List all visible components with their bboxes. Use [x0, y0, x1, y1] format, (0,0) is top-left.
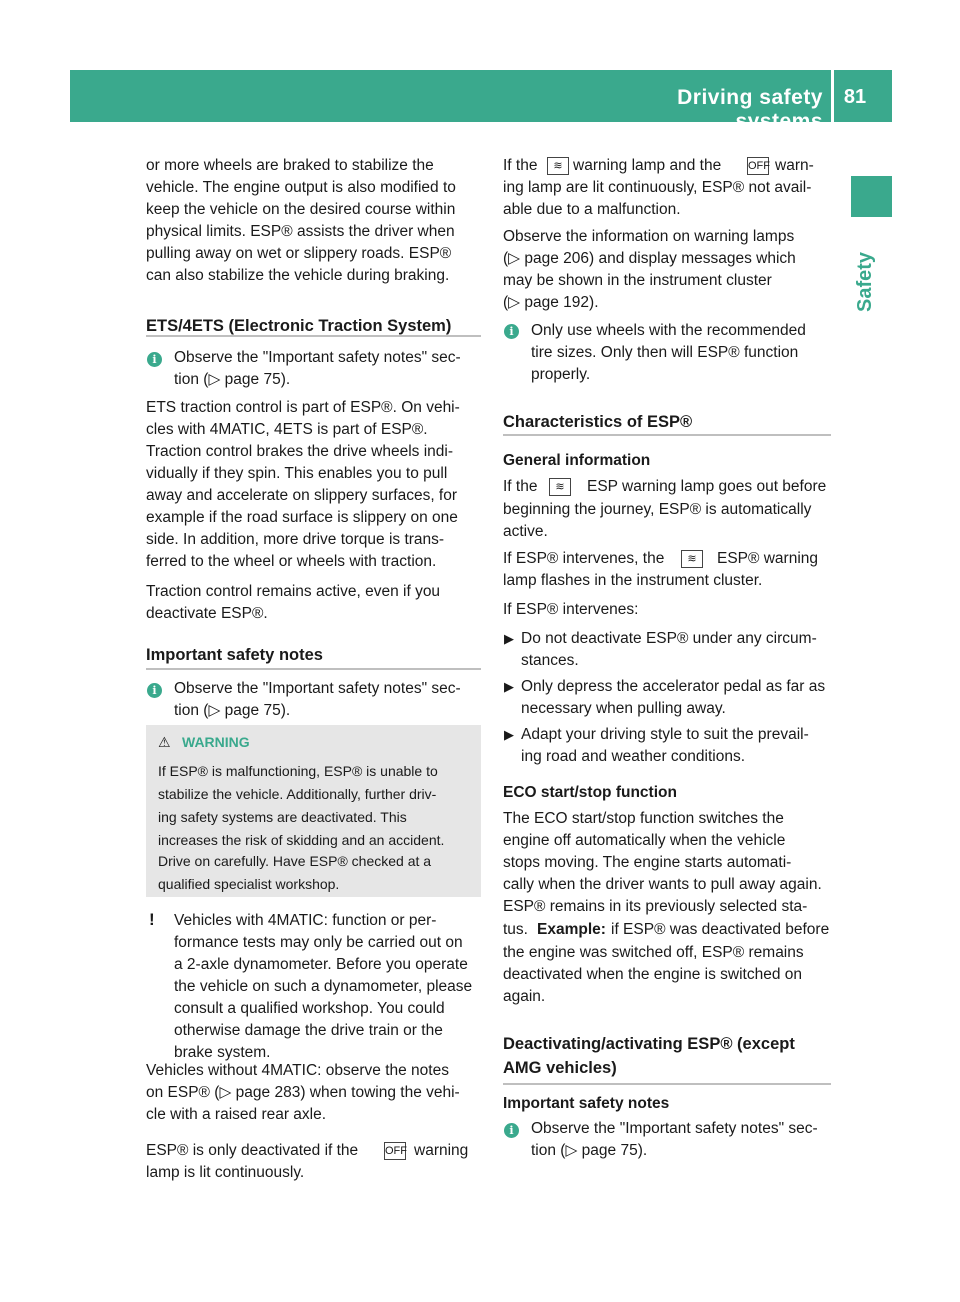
body-text: warning: [414, 1142, 469, 1159]
body-text: on ESP® (▷ page 283) when towing the vehi-: [146, 1084, 460, 1101]
body-text: The ECO start/stop function switches the: [503, 810, 784, 827]
body-text: able due to a malfunction.: [503, 201, 681, 218]
body-text: engine off automatically when the vehicle: [503, 832, 786, 849]
warning-text: ing safety systems are deactivated. This: [158, 809, 407, 825]
body-text: (▷ page 206) and display messages which: [503, 250, 796, 267]
body-text: Traction control remains active, even if you: [146, 583, 441, 600]
page-number: 81: [843, 86, 867, 108]
bullet-text: Only depress the accelerator pedal as far as: [521, 678, 826, 695]
body-text: vehicle. The engine output is also modified to: [146, 179, 456, 196]
warning-text-2: Drive on carefully. Have ESP® checked at a: [158, 853, 432, 869]
section-rule: [146, 335, 481, 337]
body-text: If ESP® intervenes:: [503, 601, 639, 618]
info-note: Observe the "Important safety notes" sec-: [174, 349, 461, 366]
caution-icon: !: [149, 910, 155, 929]
caution-text: Vehicles with 4MATIC: function or per-: [174, 912, 437, 929]
body-text: deactivate ESP®.: [146, 605, 268, 622]
bullet-text: Do not deactivate ESP® under any circum-: [521, 630, 817, 647]
caution-text: the vehicle on such a dynamometer, please: [174, 978, 473, 995]
info-icon: i: [147, 683, 162, 698]
bullet-text: necessary when pulling away.: [521, 700, 726, 717]
body-text: ESP® warning: [717, 550, 819, 567]
body-text: If the: [503, 157, 538, 174]
caution-text: brake system.: [174, 1044, 271, 1061]
body-text: may be shown in the instrument cluster: [503, 272, 772, 289]
body-text: lamp flashes in the instrument cluster.: [503, 572, 763, 589]
body-text: ing lamp are lit continuously, ESP® not avail-: [503, 179, 812, 196]
body-text: If ESP® intervenes, the: [503, 550, 665, 567]
body-text: ESP® remains in its previously selected sta-: [503, 898, 808, 915]
caution-text: formance tests may only be carried out on: [174, 934, 463, 951]
body-text: ESP® is only deactivated if the: [146, 1142, 359, 1159]
side-marker: [851, 176, 892, 217]
body-text: Vehicles without 4MATIC: observe the notes: [146, 1062, 449, 1079]
body-text: (▷ page 192).: [503, 294, 599, 311]
info-icon: i: [504, 324, 519, 339]
warning-text: stabilize the vehicle. Additionally, further driv-: [158, 786, 437, 802]
info-note: tion (▷ page 75).: [174, 702, 291, 719]
body-text: again.: [503, 988, 546, 1005]
arrow-bullet-icon: ▶: [504, 631, 514, 646]
info-note: tion (▷ page 75).: [531, 1142, 648, 1159]
warning-title: WARNING: [182, 734, 250, 750]
section-rule: [503, 434, 831, 436]
body-text: physical limits. ESP® assists the driver when: [146, 223, 455, 240]
subsection-heading: Important safety notes: [503, 1095, 670, 1112]
body-text: If the: [503, 478, 538, 495]
body-text: warning lamp and the: [573, 157, 722, 174]
body-text: ETS traction control is part of ESP®. On vehi-: [146, 399, 460, 416]
subsection-heading: General information: [503, 452, 651, 469]
body-text: cally when the driver wants to pull away again.: [503, 876, 822, 893]
info-icon: i: [504, 1123, 519, 1138]
caution-text: a 2-axle dynamometer. Before you operate: [174, 956, 468, 973]
section-heading: AMG vehicles): [503, 1059, 617, 1077]
body-text: beginning the journey, ESP® is automatically: [503, 501, 812, 518]
body-text: cles with 4MATIC, 4ETS is part of ESP®.: [146, 421, 428, 438]
esp-lamp-icon: ≋: [549, 478, 571, 496]
section-heading: ETS/4ETS (Electronic Traction System): [146, 317, 452, 335]
arrow-bullet-icon: ▶: [504, 727, 514, 742]
body-text: vidually if they spin. This enables you to pull: [146, 465, 448, 482]
body-text: if ESP® was deactivated before: [611, 921, 830, 938]
arrow-bullet-icon: ▶: [504, 679, 514, 694]
info-note: Only use wheels with the recommended: [531, 322, 806, 339]
info-icon: i: [147, 352, 162, 367]
body-text: side. In addition, more drive torque is trans-: [146, 531, 445, 548]
info-note: properly.: [531, 366, 591, 383]
info-note: Observe the "Important safety notes" sec-: [531, 1120, 818, 1137]
body-text: ESP warning lamp goes out before: [587, 478, 827, 495]
bullet-text: stances.: [521, 652, 579, 669]
caution-text: consult a qualified workshop. You could: [174, 1000, 445, 1017]
body-text: lamp is lit continuously.: [146, 1164, 305, 1181]
body-text: ferred to the wheel or wheels with traction.: [146, 553, 437, 570]
warning-triangle-icon: ⚠: [158, 734, 171, 750]
esp-lamp-icon: ≋: [681, 550, 703, 568]
body-text: the engine was switched off, ESP® remains: [503, 944, 804, 961]
warning-text: If ESP® is malfunctioning, ESP® is unable to: [158, 763, 438, 779]
section-rule: [146, 668, 481, 670]
bullet-text: Adapt your driving style to suit the prevail-: [521, 726, 809, 743]
section-heading: Deactivating/activating ESP® (except: [503, 1035, 795, 1053]
body-text: deactivated when the engine is switched on: [503, 966, 803, 983]
header-divider: [831, 70, 834, 122]
info-note: tire sizes. Only then will ESP® function: [531, 344, 799, 361]
caution-text: otherwise damage the drive train or the: [174, 1022, 443, 1039]
body-text: away and accelerate on slippery surfaces, for: [146, 487, 458, 504]
section-title: Driving safety systems: [677, 86, 823, 133]
body-text: or more wheels are braked to stabilize the: [146, 157, 434, 174]
body-text: active.: [503, 523, 548, 540]
body-text: Observe the information on warning lamps: [503, 228, 795, 245]
section-heading: Characteristics of ESP®: [503, 413, 693, 431]
body-text: warn-: [775, 157, 814, 174]
esp-off-lamp-icon: OFF: [747, 157, 769, 175]
info-note: tion (▷ page 75).: [174, 371, 291, 388]
section-rule: [503, 1083, 831, 1085]
subsection-heading: ECO start/stop function: [503, 784, 677, 801]
body-text: example if the road surface is slippery on one: [146, 509, 458, 526]
body-text: Example:: [537, 921, 606, 938]
body-text: keep the vehicle on the desired course within: [146, 201, 456, 218]
side-tab-safety: Safety: [854, 251, 876, 312]
info-note: Observe the "Important safety notes" sec-: [174, 680, 461, 697]
body-text: Traction control brakes the drive wheels indi-: [146, 443, 453, 460]
body-text: can also stabilize the vehicle during braking.: [146, 267, 450, 284]
warning-text: increases the risk of skidding and an accident.: [158, 832, 445, 848]
bullet-text: ing road and weather conditions.: [521, 748, 746, 765]
section-heading: Important safety notes: [146, 646, 323, 664]
esp-lamp-icon: ≋: [547, 157, 569, 175]
body-text: cle with a raised rear axle.: [146, 1106, 327, 1123]
warning-text-2: qualified specialist workshop.: [158, 876, 340, 892]
body-text: stops moving. The engine starts automati-: [503, 854, 792, 871]
body-text: pulling away on wet or slippery roads. ESP®: [146, 245, 452, 262]
esp-off-lamp-icon: OFF: [384, 1142, 406, 1160]
body-text: tus.: [503, 921, 528, 938]
